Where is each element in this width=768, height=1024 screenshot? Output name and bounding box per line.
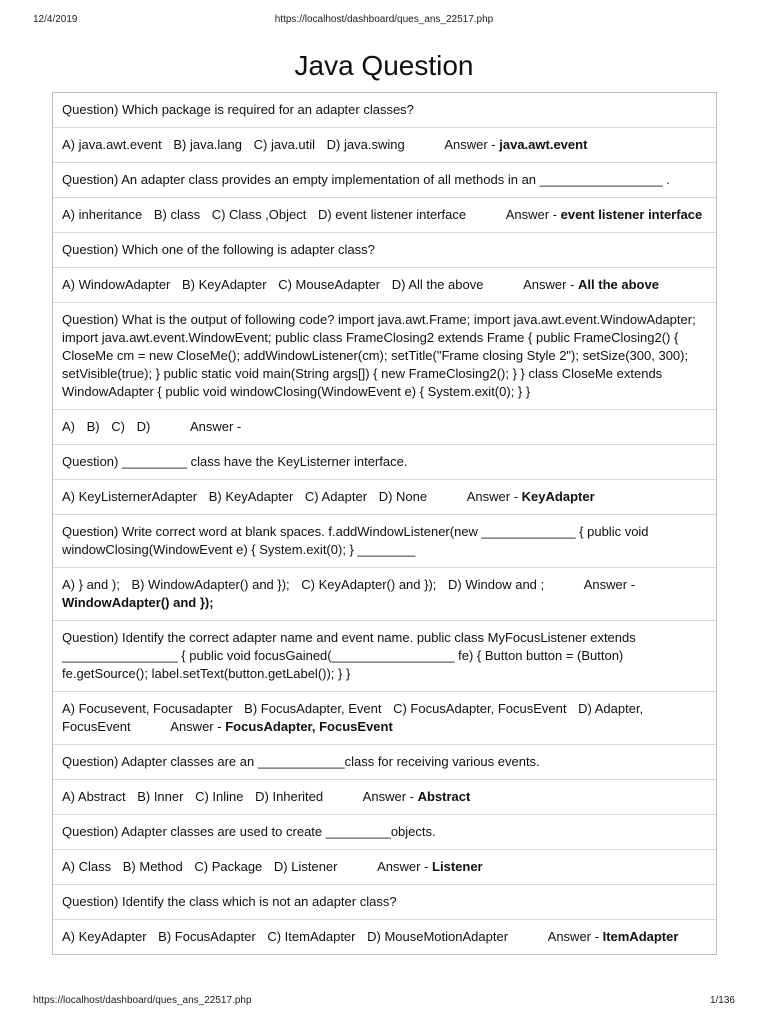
question-text: Question) _________ class have the KeyListerner interface. — [62, 454, 408, 469]
question-row — [53, 515, 716, 568]
question-row — [53, 445, 716, 480]
answer-label: Answer - — [505, 207, 558, 222]
answer-label: Answer - — [362, 789, 414, 804]
qa-table — [52, 92, 717, 955]
answer-value: KeyAdapter — [521, 489, 595, 504]
answer-value: WindowAdapter() and }); — [62, 595, 214, 610]
question-row — [53, 885, 716, 920]
option-text: C) Adapter — [304, 489, 368, 504]
option-text: B) KeyAdapter — [208, 489, 294, 504]
question-row — [53, 303, 716, 410]
answer-label: Answer - — [523, 277, 575, 292]
question-row — [53, 92, 716, 128]
answer-label: Answer - — [583, 577, 636, 592]
option-text: A) java.awt.event — [62, 137, 162, 152]
answer-value: java.awt.event — [499, 137, 588, 152]
answer-row — [53, 268, 716, 303]
answer-row — [53, 128, 716, 163]
answer-value: Abstract — [417, 789, 471, 804]
question-row — [53, 815, 716, 850]
answer-label: Answer - — [189, 419, 242, 434]
question-text: Question) Adapter classes are an ____________class for receiving various events. — [62, 754, 540, 769]
option-text: C) MouseAdapter — [278, 277, 381, 292]
question-row — [53, 163, 716, 198]
option-text: A) Class — [62, 859, 112, 874]
option-text: B) — [86, 419, 100, 434]
question-text: Question) Identify the class which is not an adapter class? — [62, 894, 397, 909]
answer-label: Answer - — [444, 137, 496, 152]
option-text: A) Focusevent, Focusadapter — [62, 701, 233, 716]
question-text: Question) Which package is required for an adapter classes? — [62, 102, 414, 117]
page-number: 1/136 — [709, 995, 735, 1006]
question-text: Question) Adapter classes are used to create _________objects. — [62, 824, 436, 839]
answer-value: event listener interface — [560, 207, 703, 222]
question-text: Question) Write correct word at blank spaces. f.addWindowListener(new _____________ { public void windowClosing(WindowEvent e) { System.exit(0); } ________ — [62, 524, 649, 557]
question-text: Question) What is the output of following code? import java.awt.Frame; import java.awt.event.WindowAdapter; import java.awt.event.WindowEvent; public class FrameClosing2 extends Frame { public FrameClosing2() { CloseMe cm = new CloseMe(); addWindowListener(cm); setTitle("Frame closing Style 2"); setSize(300, 300); setVisible(true); } public static void main(String args[]) { new FrameClosing2(); } } class CloseMe extends WindowAdapter { public void windowClosing(WindowEvent e) { System.exit(0); } } — [62, 312, 696, 399]
question-text: Question) An adapter class provides an empty implementation of all methods in an _________________ . — [62, 172, 670, 187]
option-text: D) — [136, 419, 151, 434]
answer-value: ItemAdapter — [602, 929, 679, 944]
option-text: C) KeyAdapter() and }); — [301, 577, 437, 592]
option-text: D) Listener — [273, 859, 338, 874]
answer-label: Answer - — [547, 929, 599, 944]
option-text: A) Abstract — [62, 789, 126, 804]
option-text: D) None — [378, 489, 428, 504]
question-text: Question) Identify the correct adapter name and event name. public class MyFocusListener extends ________________ { public void focusGained(_________________ fe) { Button button = (Button) fe.getSource(); label.setText(button.getLabel()); } } — [62, 630, 636, 681]
answer-value: Listener — [432, 859, 483, 874]
option-text: B) FocusAdapter, Event — [244, 701, 382, 716]
option-text: B) class — [153, 207, 201, 222]
option-text: B) KeyAdapter — [182, 277, 267, 292]
print-header — [33, 14, 735, 28]
answer-label: Answer - — [377, 859, 429, 874]
answer-label: Answer - — [170, 719, 222, 734]
option-text: D) MouseMotionAdapter — [367, 929, 509, 944]
option-text: B) FocusAdapter — [158, 929, 256, 944]
option-text: C) java.util — [253, 137, 316, 152]
option-text: A) — [62, 419, 75, 434]
question-row — [53, 621, 716, 692]
answer-row — [53, 410, 716, 445]
option-text: D) All the above — [391, 277, 484, 292]
option-text: D) event listener interface — [317, 207, 467, 222]
option-text: A) KeyListernerAdapter — [62, 489, 198, 504]
print-date: 12/4/2019 — [33, 14, 78, 25]
option-text: B) Method — [122, 859, 183, 874]
option-text: A) KeyAdapter — [62, 929, 147, 944]
print-url: https://localhost/dashboard/ques_ans_22517.php — [274, 14, 494, 25]
option-text: C) Class ,Object — [211, 207, 307, 222]
option-text: A) } and ); — [62, 577, 120, 592]
option-text: C) ItemAdapter — [267, 929, 356, 944]
option-text: C) — [111, 419, 125, 434]
option-text: B) java.lang — [173, 137, 242, 152]
option-text: D) java.swing — [326, 137, 405, 152]
option-text: B) WindowAdapter() and }); — [131, 577, 290, 592]
option-text: C) FocusAdapter, FocusEvent — [393, 701, 567, 716]
option-text: A) WindowAdapter — [62, 277, 171, 292]
answer-row — [53, 480, 716, 515]
print-footer — [33, 995, 735, 1009]
question-text: Question) Which one of the following is adapter class? — [62, 242, 375, 257]
answer-row — [53, 850, 716, 885]
option-text: C) Inline — [195, 789, 244, 804]
question-row — [53, 233, 716, 268]
answer-row — [53, 692, 716, 745]
option-text: D) Window and ; — [448, 577, 545, 592]
answer-row — [53, 198, 716, 233]
footer-url: https://localhost/dashboard/ques_ans_22517.php — [33, 995, 252, 1006]
option-text: D) Inherited — [255, 789, 324, 804]
option-text: A) inheritance — [62, 207, 143, 222]
option-text: C) Package — [194, 859, 263, 874]
option-text: B) Inner — [137, 789, 184, 804]
answer-row — [53, 568, 716, 621]
answer-row — [53, 780, 716, 815]
answer-row — [53, 920, 716, 955]
option-text: D) Adapter, FocusEvent — [62, 701, 644, 734]
answer-label: Answer - — [466, 489, 519, 504]
answer-value: FocusAdapter, FocusEvent — [225, 719, 393, 734]
page-title: Java Question — [294, 50, 474, 81]
question-row — [53, 745, 716, 780]
answer-value: All the above — [578, 277, 659, 292]
